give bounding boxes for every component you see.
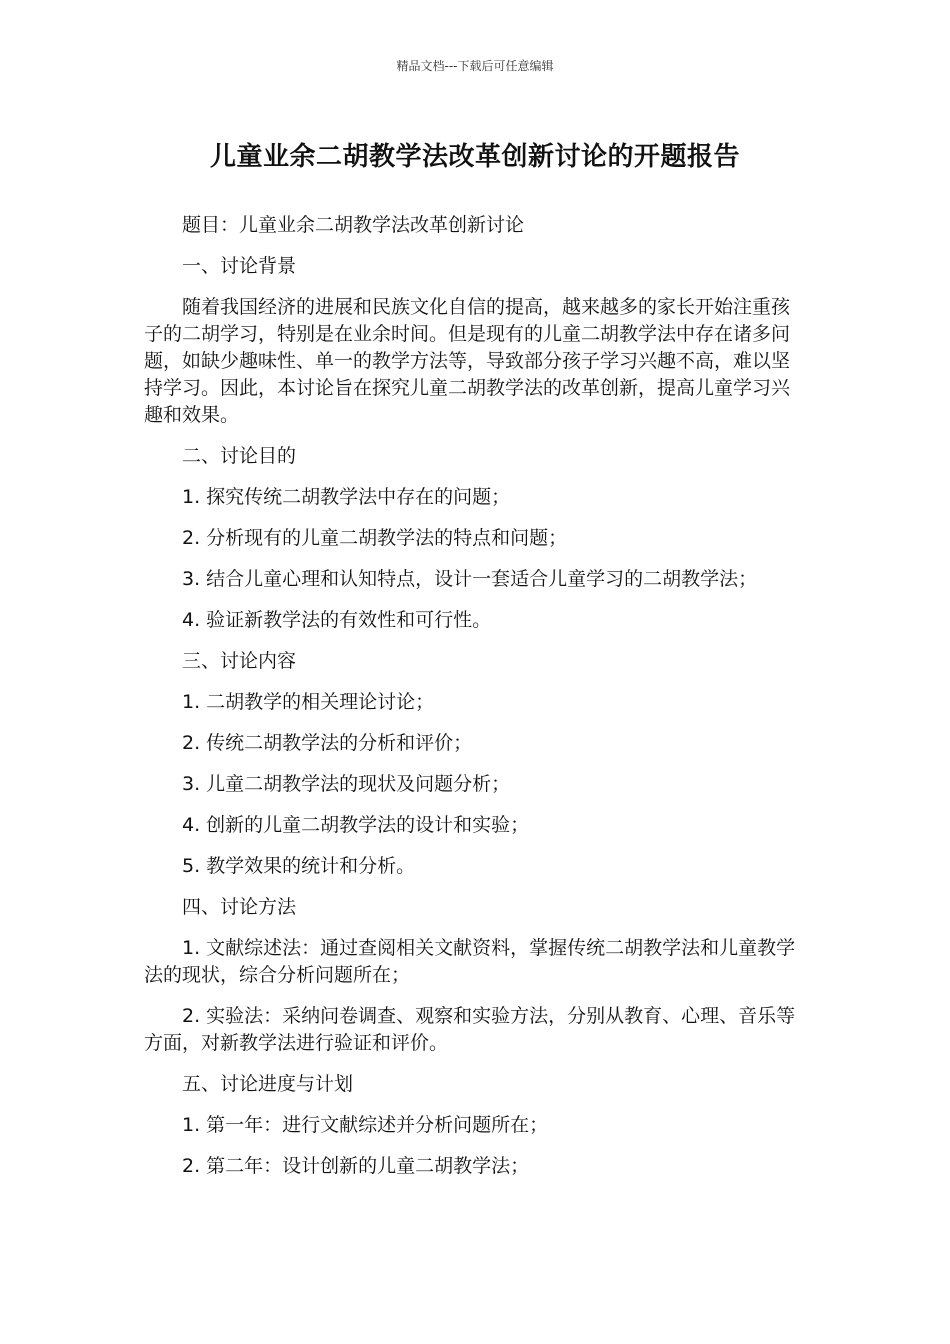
background-paragraph: 随着我国经济的进展和民族文化自信的提高，越来越多的家长开始注重孩子的二胡学习，特别是在业余时间。但是现有的儿童二胡教学法中存在诸多问题，如缺少趣味性、单一的教学方法等，导致部分孩子学习兴趣不高，难以坚持学习。因此，本讨论旨在探究儿童二胡教学法的改革创新，提高儿童学习兴趣和效果。 (144, 296, 791, 426)
purpose-item: 1. 探究传统二胡教学法中存在的问题； (182, 486, 511, 508)
schedule-item: 1. 第一年：进行文献综述并分析问题所在； (182, 1114, 549, 1136)
section-heading-background: 一、讨论背景 (182, 255, 297, 277)
document-body (144, 212, 808, 1194)
section-heading-purpose: 二、讨论目的 (182, 445, 297, 467)
content-item: 3. 儿童二胡教学法的现状及问题分析； (182, 773, 511, 795)
page-header: 精品文档---下载后可任意编辑 (396, 59, 554, 73)
content-item: 5. 教学效果的统计和分析。 (182, 855, 416, 877)
section-heading-schedule: 五、讨论进度与计划 (182, 1073, 354, 1095)
method-item: 1. 文献综述法：通过查阅相关文献资料，掌握传统二胡教学法和儿童教学法的现状，综合分析问题所在； (144, 937, 796, 986)
method-item: 2. 实验法：采纳问卷调查、观察和实验方法，分别从教育、心理、音乐等方面，对新教学法进行验证和评价。 (144, 1005, 796, 1054)
topic-line: 题目：儿童业余二胡教学法改革创新讨论 (182, 214, 525, 236)
purpose-item: 2. 分析现有的儿童二胡教学法的特点和问题； (182, 527, 568, 549)
section-heading-method: 四、讨论方法 (182, 896, 297, 918)
content-item: 1. 二胡教学的相关理论讨论； (182, 691, 435, 713)
schedule-item: 2. 第二年：设计创新的儿童二胡教学法； (182, 1155, 530, 1177)
purpose-item: 3. 结合儿童心理和认知特点，设计一套适合儿童学习的二胡教学法； (182, 568, 758, 590)
document-title: 儿童业余二胡教学法改革创新讨论的开题报告 (209, 142, 740, 172)
content-item: 2. 传统二胡教学法的分析和评价； (182, 732, 473, 754)
purpose-item: 4. 验证新教学法的有效性和可行性。 (182, 609, 492, 631)
content-item: 4. 创新的儿童二胡教学法的设计和实验； (182, 814, 530, 836)
section-heading-content: 三、讨论内容 (182, 650, 297, 672)
